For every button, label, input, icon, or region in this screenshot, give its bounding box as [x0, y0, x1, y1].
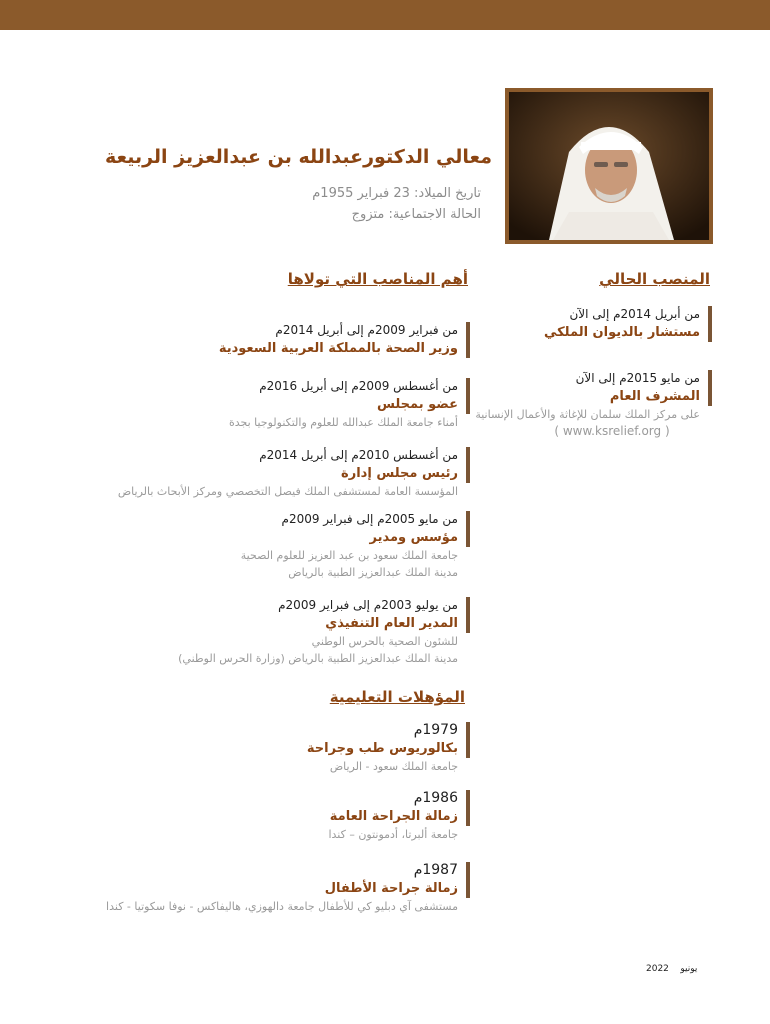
entry-title: بكالوريوس طب وجراحة	[306, 741, 458, 756]
entry-title: رئيس مجلس إدارة	[341, 466, 458, 481]
entry-organization: مستشفى آي دبليو كي للأطفال جامعة دالهوزي، هاليفاكس - نوفا سكوتيا - كندا	[106, 900, 458, 913]
entry-title: المشرف العام	[609, 389, 700, 404]
entry-organization: المؤسسة العامة لمستشفى الملك فيصل التخصصي ومركز الأبحاث بالرياض	[117, 485, 458, 498]
position-entry	[229, 378, 470, 431]
footer-month: يونيو	[680, 964, 698, 974]
entry-organization: جامعة الملك سعود - الرياض	[329, 760, 458, 773]
entry-organization: مدينة الملك عبدالعزيز الطبية بالرياض (وزارة الحرس الوطني)	[178, 652, 458, 665]
entry-title: مستشار بالديوان الملكي	[543, 325, 700, 340]
position-entry	[178, 597, 470, 667]
personal-info	[312, 183, 481, 225]
education-entry	[106, 862, 470, 915]
portrait-photo	[505, 88, 713, 244]
entry-date: 1986م	[413, 790, 458, 806]
footer-year: 2022	[646, 964, 669, 974]
entry-date: من مايو 2015م إلى الآن	[575, 371, 700, 385]
education-entry	[307, 722, 470, 775]
birth-date: تاريخ الميلاد: 23 فبراير 1955م	[312, 186, 481, 201]
entry-date: 1987م	[413, 862, 458, 878]
entry-organization: جامعة الملك سعود بن عبد العزيز للعلوم الصحية	[240, 549, 458, 562]
person-name: معالي الدكتورعبدالله بن عبدالعزيز الربيعة	[104, 146, 492, 168]
entry-date: من يوليو 2003م إلى فبراير 2009م	[278, 598, 458, 612]
marital-status: الحالة الاجتماعية: متزوج	[351, 207, 481, 222]
position-entry	[241, 511, 470, 581]
entry-title: عضو بمجلس	[376, 397, 458, 412]
entry-title: وزير الصحة بالمملكة العربية السعودية	[218, 341, 458, 356]
entry-title: مؤسس ومدير	[369, 530, 458, 545]
position-entry	[219, 322, 470, 358]
entry-title: المدير العام التنفيذي	[325, 616, 458, 631]
entry-organization: على مركز الملك سلمان للإغاثة والأعمال الإنسانية	[475, 408, 700, 421]
entry-organization: جامعة ألبرتا، أدمونتون – كندا	[328, 828, 458, 841]
ksrelief-link[interactable]: ( www.ksrelief.org )	[554, 424, 670, 438]
top-banner	[0, 0, 770, 30]
education-heading: المؤهلات التعليمية	[329, 688, 465, 706]
entry-organization: أمناء جامعة الملك عبدالله للعلوم والتكنولوجيا بجدة	[228, 416, 458, 429]
entry-organization: للشئون الصحية بالحرس الوطني	[311, 635, 458, 648]
position-entry	[118, 447, 470, 500]
entry-date: من أغسطس 2010م إلى أبريل 2014م	[259, 448, 458, 462]
portrait-image	[509, 92, 709, 240]
entry-title: زمالة الجراحة العامة	[329, 809, 458, 824]
entry-date: 1979م	[413, 722, 458, 738]
education-entry	[328, 790, 470, 843]
entry-organization: مدينة الملك عبدالعزيز الطبية بالرياض	[288, 566, 458, 579]
entry-date: من أغسطس 2009م إلى أبريل 2016م	[259, 379, 458, 393]
entry-date: من مايو 2005م إلى فبراير 2009م	[281, 512, 458, 526]
current-entry	[475, 370, 712, 438]
current-entry	[544, 306, 712, 342]
entry-date: من أبريل 2014م إلى الآن	[569, 307, 700, 321]
positions-heading: أهم المناصب التي تولاها	[287, 270, 468, 288]
entry-title: زمالة جراحة الأطفال	[324, 881, 458, 896]
footer-date	[646, 964, 697, 974]
current-position-heading: المنصب الحالي	[599, 270, 710, 288]
entry-date: من فبراير 2009م إلى أبريل 2014م	[275, 323, 458, 337]
